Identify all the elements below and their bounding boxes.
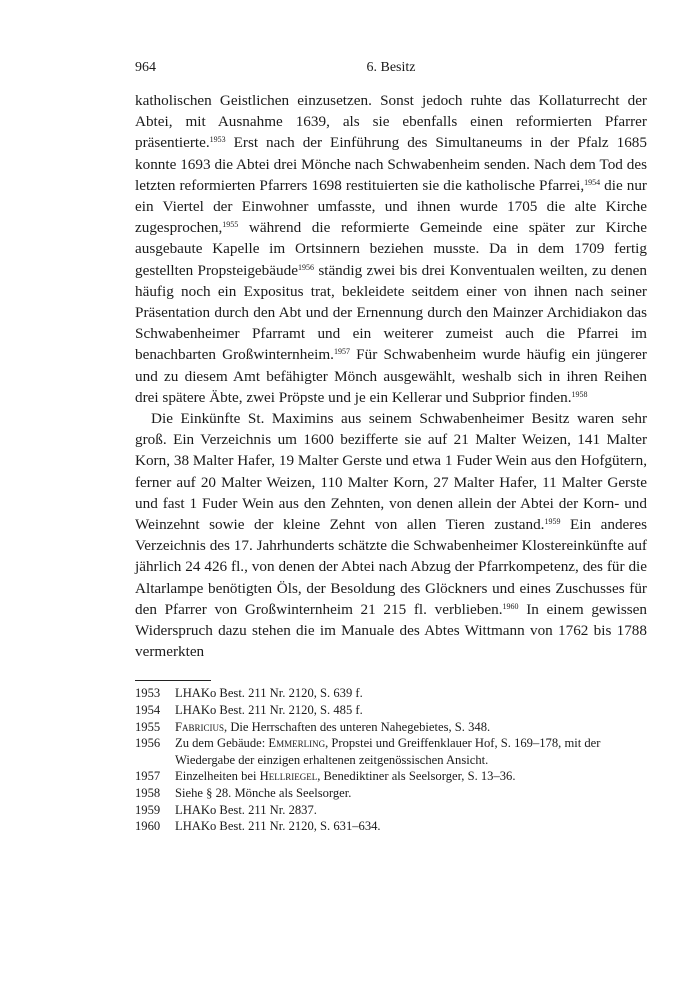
text-run: Die Einkünfte St. Maximins aus seinem Schwabenheimer Besitz waren sehr groß. Ein Verzeichnis um 1600 bezifferte sie auf 21 Malter Weizen, 141 Malter Korn, 38 Malter Hafer, 19 Malter Gerste und etwa 1 Fuder Wein aus den Hofgütern, ferner auf 20 Malter Weizen, 110 Malter Korn, 27 Malter Hafer, 11 Malter Gerste und fast 1 Fuder Wein aus den Zehnten, von denen allein der Abtei der Korn- und Weinzehnt sowie der kleine Zehnt von allen Tieren zustand. — [135, 410, 647, 534]
footnotes — [135, 685, 647, 834]
footnote-ref: 1958 — [571, 389, 588, 399]
text-run: Siehe § 28. Mönche als Seelsorger. — [175, 786, 352, 801]
author-name: Fabricius — [175, 719, 225, 734]
text-run: , Benediktiner als Seelsorger, S. 13–36. — [317, 769, 516, 784]
text-run: Zu dem Gebäude: — [175, 736, 269, 751]
footnote-number: 1960 — [135, 819, 161, 834]
paragraph-2 — [135, 408, 647, 662]
footnote-rule — [135, 680, 211, 681]
footnote-number: 1954 — [135, 703, 161, 718]
paragraph-1 — [135, 90, 647, 408]
footnote — [135, 785, 647, 802]
footnote — [135, 802, 647, 819]
page-number: 964 — [135, 60, 156, 75]
text-run: LHAKo Best. 211 Nr. 2120, S. 485 f. — [175, 703, 363, 718]
footnote-number: 1953 — [135, 686, 161, 701]
footnote-text — [175, 785, 647, 802]
chapter-title: 6. Besitz — [366, 60, 416, 75]
footnote-number: 1958 — [135, 786, 161, 801]
text-run: Erst nach der Einführung des Simultaneums in der Pfalz 1685 konnte 1693 die Abtei drei Mönche nach Schwabenheim senden. Nach dem Tod des letzten reformierten Pfarrers 1698 restituierten sie die katholische Pfarrei, — [135, 134, 647, 194]
footnote-number: 1957 — [135, 769, 161, 784]
footnote-text — [175, 735, 647, 768]
text-run: während die reformierte Gemeinde eine später zur Kirche ausgebaute Kapelle im Ortsinnern beziehen musste. Da in dem 1709 fertig gestellten Propsteigebäude — [135, 219, 647, 279]
footnote-text — [175, 719, 647, 736]
footnote-ref: 1959 — [544, 517, 561, 527]
text-run: katholischen Geistlichen einzusetzen. Sonst jedoch ruhte das Kollaturrecht der Abtei, mit Ausnahme 1639, als sie ebenfalls einen reformierten Pfarrer präsentierte. — [135, 92, 647, 152]
footnote — [135, 702, 647, 719]
footnote-ref: 1957 — [333, 347, 350, 357]
text-run: Ein anderes Verzeichnis des 17. Jahrhunderts schätzte die Schwabenheimer Klostereinkünfte auf jährlich 24 426 fl., von denen der Abtei nach Abzug der Pfarrkompetenz, des für die Altarlampe benötigten Öls, der Besoldung des Glöckners und eines Zuschusses für den Pfarrer von Großwinternheim 21 215 fl. verblieben. — [135, 516, 647, 618]
text-run: LHAKo Best. 211 Nr. 2837. — [175, 802, 317, 817]
footnote-text — [175, 685, 647, 702]
footnote-ref: 1956 — [297, 262, 314, 272]
footnote — [135, 735, 647, 768]
main-text — [135, 90, 647, 662]
author-name: Emmerling — [268, 736, 326, 751]
footnote-number: 1956 — [135, 736, 161, 751]
footnote — [135, 685, 647, 702]
author-name: Hellriegel — [259, 769, 318, 784]
footnote-ref: 1960 — [502, 601, 519, 611]
text-run: ständig zwei bis drei Konventualen weilten, zu denen häufig noch ein Expositus trat, bekleidete seitdem einer von ihnen nach seiner Präsentation durch den Abt und der Ernennung durch den Mainzer Archidiakon das Schwabenheimer Pfarramt und ein weiterer zumeist auch die Pfarrei im benachbarten Großwinternheim. — [135, 261, 647, 364]
footnote-number: 1959 — [135, 802, 161, 817]
text-run: Einzelheiten bei — [175, 769, 260, 784]
footnote-ref: 1955 — [222, 220, 239, 230]
footnote — [135, 768, 647, 785]
text-run: LHAKo Best. 211 Nr. 2120, S. 631–634. — [175, 819, 381, 834]
footnote-text — [175, 702, 647, 719]
footnote-number: 1955 — [135, 719, 161, 734]
footnote-ref: 1954 — [584, 177, 601, 187]
text-run: die nur ein Viertel der Einwohner umfasste, und ihnen wurde 1705 die alte Kirche zugesprochen, — [135, 176, 647, 237]
text-run: , Propstei und Greiffenklauer Hof, S. 169–178, mit der Wiedergabe der einzigen erhaltenen zeitgenössischen Ansicht. — [175, 736, 601, 767]
book-page — [135, 60, 647, 835]
text-run: In einem gewissen Widerspruch dazu stehen die im Manuale des Abtes Wittmann von 1762 bis 1788 vermerkten — [135, 600, 648, 661]
footnote-text — [175, 802, 647, 819]
running-header — [135, 60, 647, 84]
footnote — [135, 818, 647, 835]
text-run: , Die Herrschaften des unteren Nahegebietes, S. 348. — [224, 719, 491, 734]
text-run: LHAKo Best. 211 Nr. 2120, S. 639 f. — [175, 686, 363, 701]
footnote-text — [175, 768, 647, 785]
text-run: Für Schwabenheim wurde häufig ein jüngerer und zu diesem Amt befähigter Mönch ausgewählt, weshalb sich in ihren Reihen drei spätere Äbte, zwei Pröpste und je ein Kellerar und Subprior finden. — [135, 346, 647, 406]
footnote-ref: 1953 — [209, 135, 226, 145]
footnote-text — [175, 818, 647, 835]
footnote — [135, 719, 647, 736]
